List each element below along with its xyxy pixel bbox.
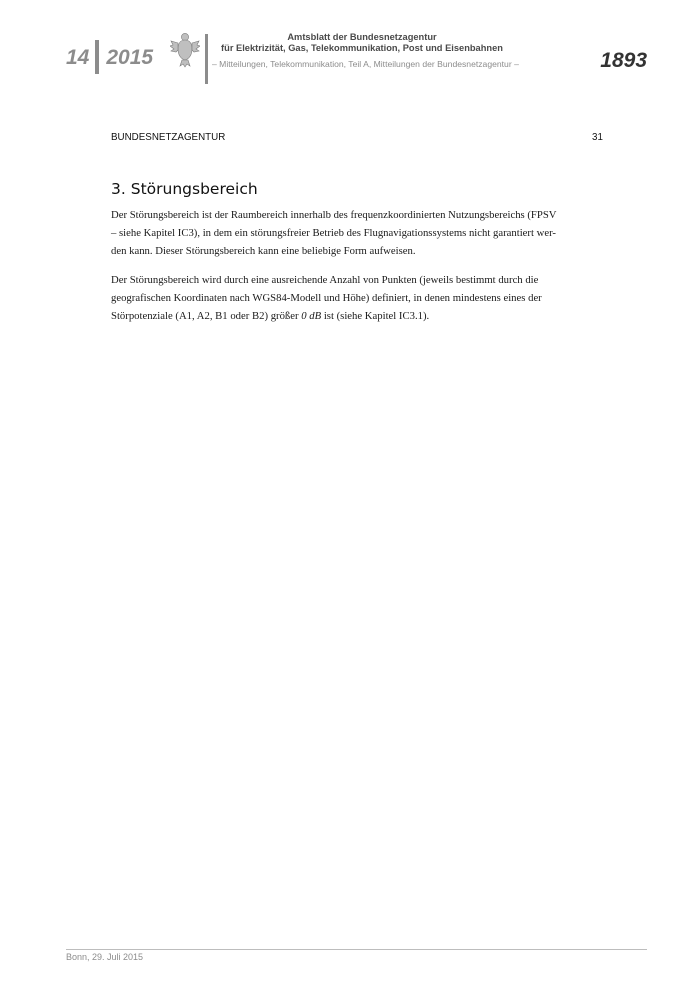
footer-divider xyxy=(66,949,647,950)
federal-eagle-icon xyxy=(170,30,200,68)
running-head: BUNDESNETZAGENTUR xyxy=(111,132,226,143)
issue-separator xyxy=(95,40,99,74)
paragraph-text: Störpotenziale (A1, A2, B1 oder B2) größer xyxy=(111,310,302,322)
issue-label xyxy=(66,46,153,74)
paragraph-1 xyxy=(111,206,606,260)
header-divider xyxy=(205,34,208,84)
paragraph-text: ist (siehe Kapitel IC3.1). xyxy=(321,310,430,322)
running-page-number: 31 xyxy=(592,132,603,143)
footer-date: Bonn, 29. Juli 2015 xyxy=(66,952,144,962)
issue-number: 14 xyxy=(66,46,90,69)
paragraph-line: Der Störungsbereich wird durch eine ausreichende Anzahl von Punkten (jeweils bestimmt durch die xyxy=(111,274,539,286)
paragraph-line xyxy=(111,307,606,325)
publication-title-line2: für Elektrizität, Gas, Telekommunikation, Post und Eisenbahnen xyxy=(221,43,503,53)
math-expression: 0 dB xyxy=(301,310,322,322)
publication-title xyxy=(212,32,512,54)
paragraph-line: geografischen Koordinaten nach WGS84-Modell und Höhe) definiert, in denen mindestens eines der xyxy=(111,292,542,304)
paragraph-line: – siehe Kapitel IC3), in dem ein störungsfreier Betrieb des Flugnavigationssystems nicht garantiert wer- xyxy=(111,227,556,239)
page-number: 1893 xyxy=(600,49,647,72)
issue-year: 2015 xyxy=(106,46,154,69)
paragraph-line: den kann. Dieser Störungsbereich kann eine beliebige Form aufweisen. xyxy=(111,245,416,257)
paragraph-2 xyxy=(111,271,606,325)
paragraph-line: Der Störungsbereich ist der Raumbereich innerhalb des frequenzkoordinierten Nutzungsbereichs (FPSV xyxy=(111,209,557,221)
publication-section: – Mitteilungen, Telekommunikation, Teil A, Mitteilungen der Bundesnetzagentur – xyxy=(212,59,519,69)
section-heading xyxy=(111,180,258,198)
section-number: 3. xyxy=(111,180,126,198)
section-title: Störungsbereich xyxy=(130,180,258,198)
publication-title-line1: Amtsblatt der Bundesnetzagentur xyxy=(287,32,437,42)
